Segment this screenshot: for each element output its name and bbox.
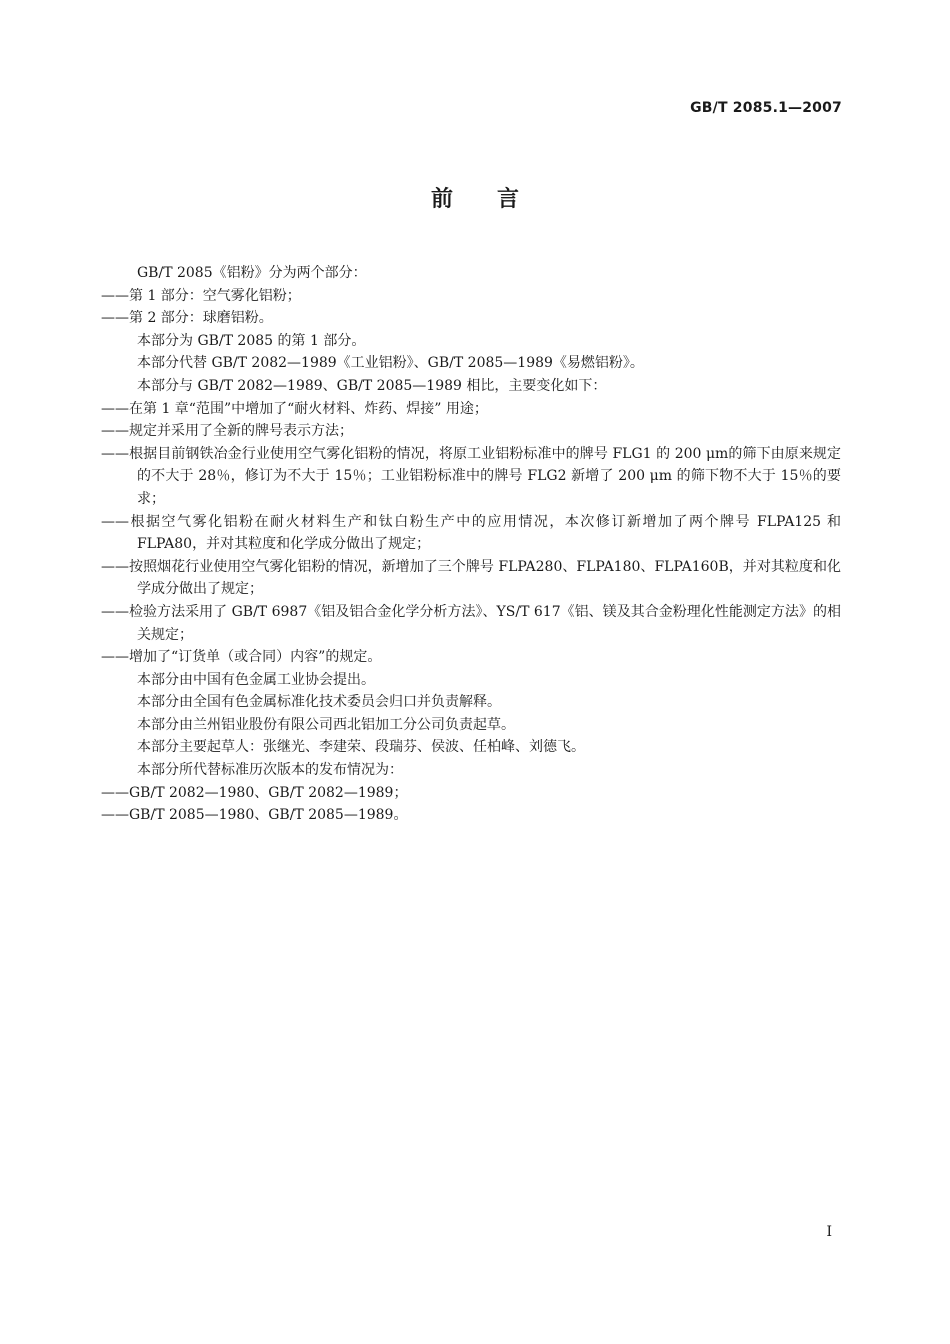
paragraph: 本部分所代替标准历次版本的发布情况为：	[137, 762, 403, 779]
paragraph: 本部分与 GB/T 2082—1989、GB/T 2085—1989 相比，主要变化如下：	[137, 377, 607, 394]
list-item: ——根据空气雾化铝粉在耐火材料生产和钛白粉生产中的应用情况，本次修订新增加了两个牌号 FLPA125 和 FLPA80，并对其粒度和化学成分做出了规定；	[101, 513, 841, 553]
list-item: ——第 2 部分：球磨铝粉。	[101, 310, 273, 327]
paragraph: 本部分由兰州铝业股份有限公司西北铝加工分公司负责起草。	[137, 716, 515, 733]
standard-number: GB/T 2085.1—2007	[690, 100, 842, 116]
list-item: ——检验方法采用了 GB/T 6987《铝及铝合金化学分析方法》、YS/T 617《铝、镁及其合金粉理化性能测定方法》的相关规定；	[101, 603, 841, 643]
list-item: ——GB/T 2082—1980、GB/T 2082—1989；	[101, 784, 408, 801]
paragraph: GB/T 2085《铝粉》分为两个部分：	[137, 265, 367, 281]
paragraph: 本部分由中国有色金属工业协会提出。	[137, 671, 375, 688]
list-item: ——增加了“订货单（或合同）内容”的规定。	[101, 649, 382, 666]
page-title: 前言	[430, 187, 563, 212]
page-number: I	[826, 1224, 832, 1240]
paragraph: 本部分主要起草人：张继光、李建荣、段瑞芬、侯波、任柏峰、刘德飞。	[137, 739, 585, 756]
list-item: ——规定并采用了全新的牌号表示方法；	[101, 423, 353, 440]
document-body	[101, 262, 841, 827]
list-item: ——按照烟花行业使用空气雾化铝粉的情况，新增加了三个牌号 FLPA280、FLPA180、FLPA160B，并对其粒度和化学成分做出了规定；	[101, 558, 841, 598]
list-item: ——根据目前钢铁冶金行业使用空气雾化铝粉的情况，将原工业铝粉标准中的牌号 FLG1 的 200 μm的筛下由原来规定的不大于 28％，修订为不大于 15％；工业铝粉标准中的牌号 FLG2 新增了 200 μm 的筛下物不大于 15％的要求；	[101, 445, 841, 507]
paragraph: 本部分为 GB/T 2085 的第 1 部分。	[137, 332, 366, 349]
list-item: ——第 1 部分：空气雾化铝粉；	[101, 287, 301, 304]
paragraph: 本部分由全国有色金属标准化技术委员会归口并负责解释。	[137, 694, 501, 711]
paragraph: 本部分代替 GB/T 2082—1989《工业铝粉》、GB/T 2085—1989《易燃铝粉》。	[137, 355, 644, 372]
list-item: ——GB/T 2085—1980、GB/T 2085—1989。	[101, 807, 408, 824]
list-item: ——在第 1 章“范围”中增加了“耐火材料、炸药、焊接” 用途；	[101, 400, 488, 417]
